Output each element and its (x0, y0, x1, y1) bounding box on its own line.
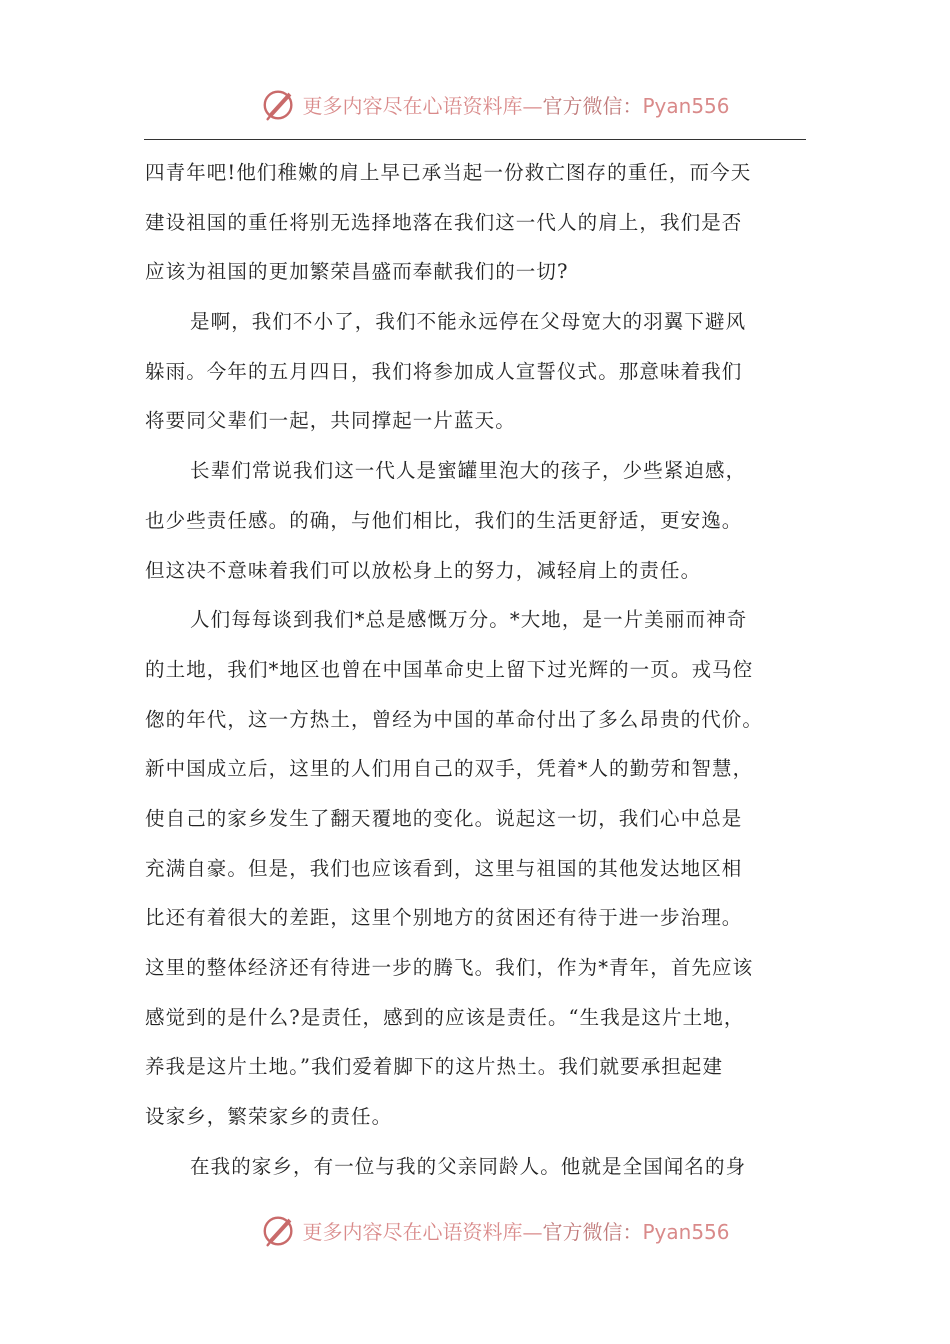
text-line: 的土地，我们*地区也曾在中国革命史上留下过光辉的一页。戎马倥 (145, 657, 754, 681)
header-banner (0, 82, 950, 126)
text-line: 比还有着很大的差距，这里个别地方的贫困还有待于进一步治理。 (145, 906, 743, 930)
header-rule (144, 139, 806, 140)
text-line: 应该为祖国的更加繁荣昌盛而奉献我们的一切? (145, 260, 569, 284)
text-line: 是啊，我们不小了，我们不能永远停在父母宽大的羽翼下避风 (190, 310, 747, 334)
footer-dash: — (522, 1219, 543, 1244)
footer-site: 更多内容尽在心语资料库 (302, 1219, 523, 1244)
text-line: 在我的家乡，有一位与我的父亲同龄人。他就是全国闻名的身 (190, 1154, 747, 1178)
text-line: 充满自豪。但是，我们也应该看到，这里与祖国的其他发达地区相 (145, 856, 743, 880)
text-line: 但这决不意味着我们可以放松身上的努力，减轻肩上的责任。 (145, 558, 702, 582)
text-line: 偬的年代，这一方热土，曾经为中国的革命付出了多么昂贵的代价。 (145, 707, 764, 731)
quill-logo-icon (260, 1211, 298, 1249)
header-site: 更多内容尽在心语资料库 (302, 93, 523, 118)
text-line: 将要同父辈们一起，共同撑起一片蓝天。 (145, 409, 516, 433)
text-line: 养我是这片土地。”我们爱着脚下的这片热土。我们就要承担起建 (145, 1055, 724, 1079)
text-line: 长辈们常说我们这一代人是蜜罐里泡大的孩子，少些紧迫感， (190, 459, 747, 483)
text-line: 四青年吧!他们稚嫩的肩上早已承当起一份救亡图存的重任，而今天 (145, 161, 752, 184)
text-line: 人们每每谈到我们*总是感慨万分。*大地，是一片美丽而神奇 (190, 608, 748, 632)
text-line: 新中国成立后，这里的人们用自己的双手，凭着*人的勤劳和智慧， (145, 757, 754, 781)
text-line: 躲雨。今年的五月四日，我们将参加成人宣誓仪式。那意味着我们 (145, 359, 743, 383)
header-dash: — (522, 93, 543, 118)
text-line: 感觉到的是什么?是责任，感到的应该是责任。“生我是这片土地， (145, 1005, 745, 1029)
text-line: 建设祖国的重任将别无选择地落在我们这一代人的肩上，我们是否 (145, 210, 743, 234)
header-wechat-id: Pyan556 (642, 93, 730, 118)
text-line: 设家乡，繁荣家乡的责任。 (145, 1105, 393, 1129)
footer-text (302, 1216, 729, 1245)
document-body (145, 148, 813, 1191)
header-text (302, 90, 729, 119)
footer-wechat-label: 官方微信： (542, 1219, 643, 1244)
quill-logo-icon (260, 85, 298, 123)
header-wechat-label: 官方微信： (542, 93, 643, 118)
text-line: 这里的整体经济还有待进一步的腾飞。我们，作为*青年，首先应该 (145, 956, 754, 979)
footer-banner (0, 1208, 950, 1252)
footer-wechat-id: Pyan556 (642, 1219, 730, 1244)
text-line: 使自己的家乡发生了翻天覆地的变化。说起这一切，我们心中总是 (145, 806, 743, 830)
text-line: 也少些责任感。的确，与他们相比，我们的生活更舒适，更安逸。 (145, 508, 743, 532)
